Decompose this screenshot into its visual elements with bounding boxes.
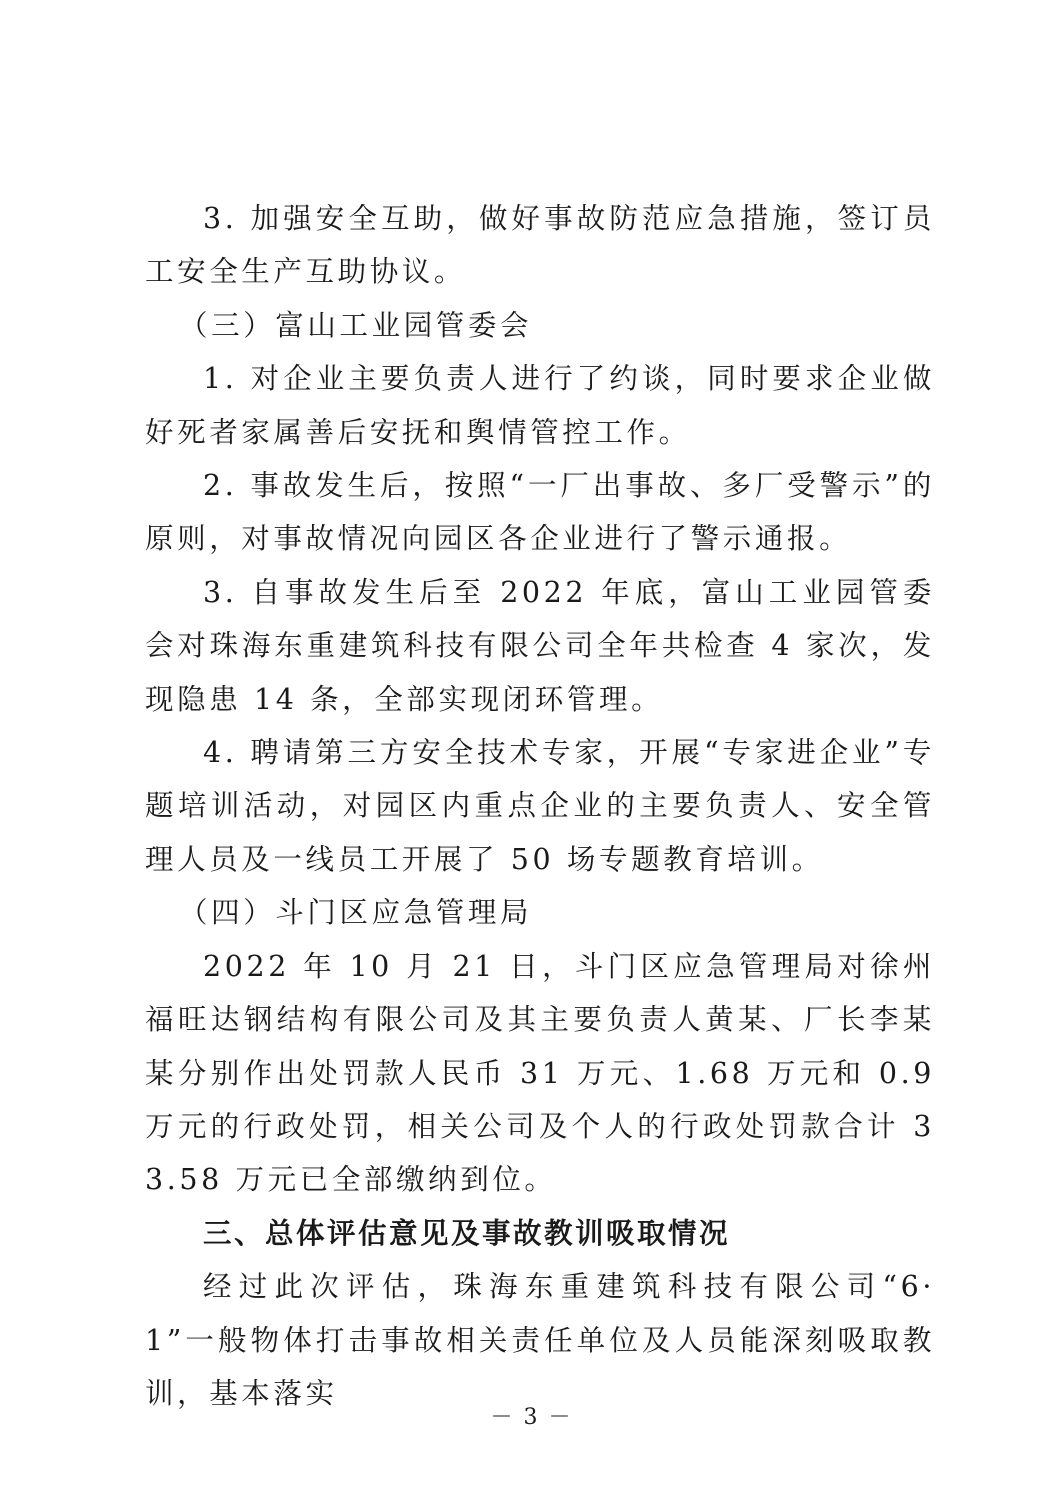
document-body	[145, 192, 935, 1420]
paragraph-item-1-interview: 1. 对企业主要负责人进行了约谈，同时要求企业做好死者家属善后安抚和舆情管控工作。	[145, 362, 935, 449]
paragraph-item-3-inspections: 3. 自事故发生后至 2022 年底，富山工业园管委会对珠海东重建筑科技有限公司全年共检查 4 家次，发现隐患 14 条，全部实现闭环管理。	[145, 575, 935, 716]
page-number: － 3 －	[490, 1405, 573, 1430]
paragraph-item-4-expert-training: 4. 聘请第三方安全技术专家，开展“专家进企业”专题培训活动，对园区内重点企业的主要负责人、安全管理人员及一线员工开展了 50 场专题教育培训。	[145, 736, 935, 876]
paragraph-item-3-safety-mutual-aid: 3. 加强安全互助，做好事故防范应急措施，签订员工安全生产互助协议。	[145, 202, 935, 289]
paragraph-administrative-penalty: 2022 年 10 月 21 日，斗门区应急管理局对徐州福旺达钢结构有限公司及其主要负责人黄某、厂长李某某分别作出处罚款人民币 31 万元、1.68 万元和 0.9 万元的行政处罚，相关公司及个人的行政处罚款合计 33.58 万元已全部缴纳到位。	[145, 949, 935, 1197]
paragraph-assessment-conclusion: 经过此次评估，珠海东重建筑科技有限公司“6·1”一般物体打击事故相关责任单位及人员能深刻吸取教训，基本落实	[145, 1270, 935, 1410]
section-heading-fushan-industrial-park: （三）富山工业园管委会	[179, 308, 533, 342]
section-heading-doumen-emergency-bureau: （四）斗门区应急管理局	[179, 896, 533, 930]
section-heading-overall-assessment: 三、总体评估意见及事故教训吸取情况	[203, 1216, 731, 1250]
paragraph-item-2-warning-notice: 2. 事故发生后，按照“一厂出事故、多厂受警示”的原则，对事故情况向园区各企业进行了警示通报。	[145, 469, 935, 556]
